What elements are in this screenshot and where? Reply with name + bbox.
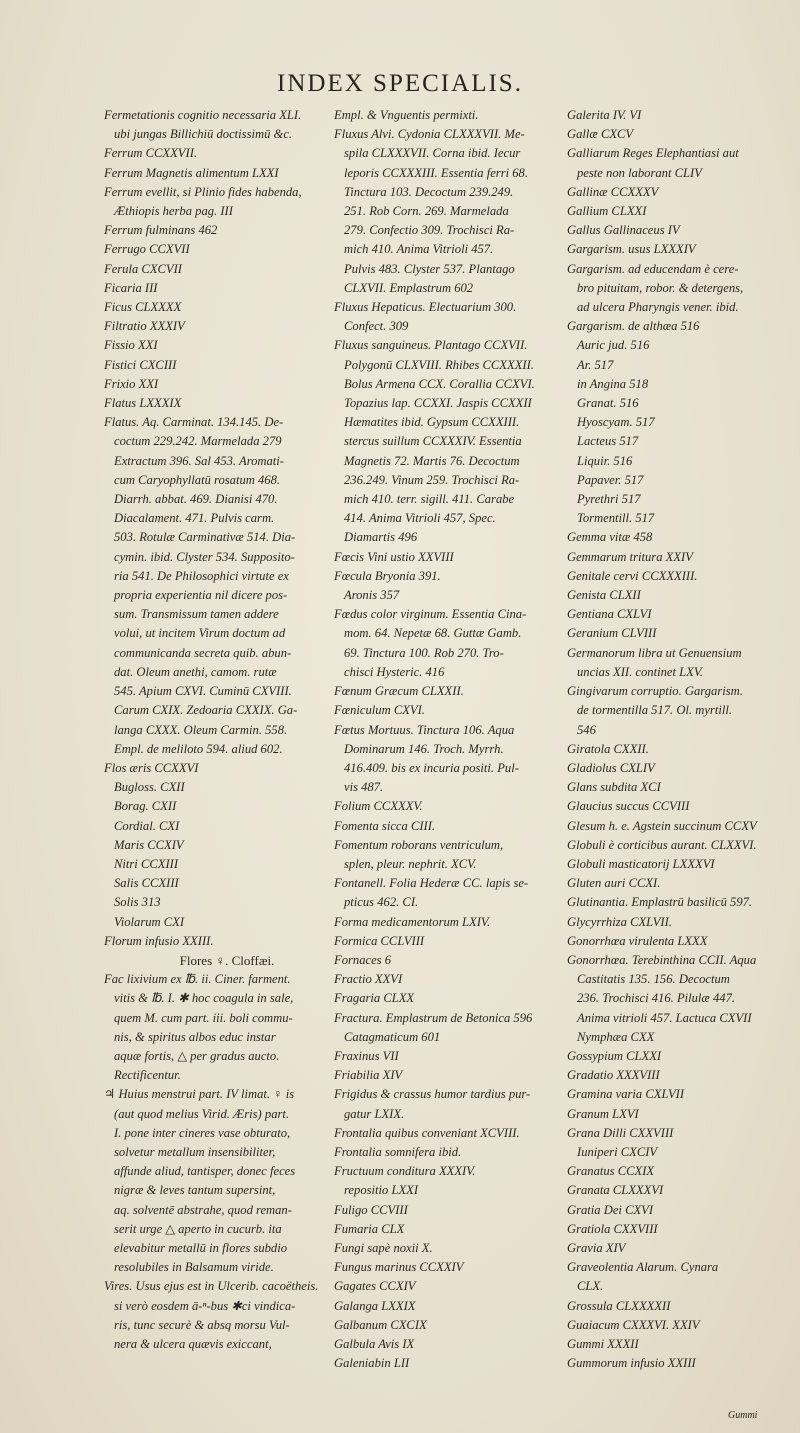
index-entry: gatur LXIX. (344, 1106, 405, 1121)
index-entry: cum Caryophyllatū rosatum 468. (114, 472, 281, 487)
index-entry: Granat. 516 (577, 396, 639, 411)
index-entry: Confect. 309 (344, 319, 409, 334)
index-entry: Catagmaticum 601 (344, 1029, 441, 1044)
index-entry: Fornaces 6 (334, 952, 392, 967)
index-entry: Fluxus Alvi. Cydonia CLXXXVII. Me- (334, 127, 525, 142)
index-entry: Galbula Avis IX (334, 1337, 415, 1351)
index-entry: Friabilia XIV (334, 1068, 403, 1083)
index-entry: 416.409. bis ex incuria positi. Pul- (344, 760, 519, 775)
index-entry: Gratia Dei CXVI (567, 1202, 654, 1217)
index-entry: Fœnum Græcum CLXXII. (334, 684, 464, 699)
index-entry: Geranium CLVIII (567, 626, 657, 641)
index-entry: Gratiola CXXVIII (567, 1221, 658, 1236)
index-entry: Gargarism. de althæa 516 (567, 319, 700, 334)
index-entry: Fœniculum CXVI. (334, 703, 425, 718)
index-entry: Gallium CLXXI (567, 204, 647, 219)
index-entry: 236.249. Vinum 259. Trochisci Ra- (344, 472, 520, 487)
index-entry: Cordial. CXI (114, 818, 180, 833)
index-entry: Papaver. 517 (577, 472, 644, 487)
index-entry: Gossypium CLXXI (567, 1048, 662, 1063)
index-entry: Galerita IV. VI (567, 108, 642, 122)
index-entry: Gallinæ CCXXXV (567, 184, 659, 199)
index-entry: Tormentill. 517 (577, 511, 655, 526)
index-entry: Lacteus 517 (577, 434, 639, 449)
index-entry: Iuniperi CXCIV (577, 1144, 658, 1159)
index-entry: Diamartis 496 (344, 530, 418, 545)
index-entry: Vires. Usus ejus est in Ulcerib. cacoëtheis. (104, 1279, 319, 1294)
index-entry: Fractio XXVI (334, 972, 403, 987)
index-entry: Gargarism. usus LXXXIV (567, 242, 696, 257)
index-entry: Solis 313 (114, 895, 161, 910)
index-entry: Liquir. 516 (577, 453, 633, 468)
index-entry: Ar. 517 (577, 357, 614, 372)
index-entry: ubi jungas Billichiū doctissimū &c. (114, 127, 293, 142)
index-entry: Ficaria III (104, 280, 158, 295)
index-entry: propria experientia nil dicere pos- (114, 588, 288, 603)
index-entry: Gramina varia CXLVII (567, 1087, 685, 1102)
index-entry: Fragaria CLXX (334, 991, 415, 1006)
index-entry: Fomentum roborans ventriculum, (334, 837, 504, 852)
index-entry: bro pituitam, robor. & detergens, (577, 280, 744, 295)
index-entry: Graveolentia Alarum. Cynara (567, 1260, 719, 1275)
index-entry: cymin. ibid. Clyster 534. Supposito- (114, 549, 295, 564)
index-entry: Salis CCXIII (114, 876, 179, 891)
index-entry: Fac lixivium ex ℔. ii. Ciner. farment. (104, 972, 291, 987)
index-entry: Glaucius succus CCVIII (567, 799, 690, 814)
index-entry: Frontalia somnifera ibid. (334, 1144, 462, 1159)
index-entry: Violarum CXI (114, 914, 185, 929)
index-column-1 (104, 106, 326, 1354)
index-entry: Germanorum libra ut Genuensium (567, 645, 742, 660)
index-entry: Frixio XXI (104, 376, 159, 391)
index-entry: Gonorrhœa. Terebinthina CCII. Aqua (567, 952, 757, 967)
index-entry: Anima vitrioli 457. Lactuca CXVII (577, 1010, 752, 1025)
index-entry: Fluxus Hepaticus. Electuarium 300. (334, 300, 517, 315)
index-entry: Galanga LXXIX (334, 1298, 416, 1313)
index-entry: chisci Hysteric. 416 (344, 664, 445, 679)
index-entry: Magnetis 72. Martis 76. Decoctum (344, 453, 520, 468)
index-entry: Extractum 396. Sal 453. Aromati- (114, 453, 285, 468)
index-entry: Fractura. Emplastrum de Betonica 596 (334, 1010, 533, 1025)
index-entry: Ferrum evellit, si Plinio fides habenda, (104, 184, 302, 199)
index-entry: 503. Rotulæ Carminativæ 514. Dia- (114, 530, 296, 545)
index-entry: Fissio XXI (104, 338, 158, 353)
index-entry: Galliarum Reges Elephantiasi aut (567, 146, 739, 161)
index-entry: Pulvis 483. Clyster 537. Plantago (344, 261, 515, 276)
index-entry: Giratola CXXII. (567, 741, 649, 756)
index-entry: Grossula CLXXXXII (567, 1298, 671, 1313)
index-entry: Gallæ CXCV (567, 127, 634, 142)
catchword: Gummi (728, 1410, 758, 1421)
index-entry: Topazius lap. CCXXI. Jaspis CCXXII (344, 396, 532, 411)
index-entry: Folium CCXXXV. (334, 799, 423, 814)
index-entry: solvetur metallum insensibiliter, (114, 1144, 276, 1159)
index-entry: Fontanell. Folia Hederæ CC. lapis se- (334, 876, 529, 891)
index-entry: Fœtus Mortuus. Tinctura 106. Aqua (334, 722, 515, 737)
index-entry: leporis CCXXXIII. Essentia ferri 68. (344, 165, 528, 180)
index-entry: Glesum h. e. Agstein succinum CCXV (567, 818, 757, 833)
index-entry: mich 410. Anima Vitrioli 457. (344, 242, 494, 257)
index-entry: peste non laborant CLIV (577, 165, 702, 180)
index-entry: Gargarism. ad educendam è cere- (567, 261, 739, 276)
index-entry: de tormentilla 517. Ol. myrtill. (577, 703, 732, 718)
index-entry: Genista CLXII (567, 588, 641, 603)
index-entry: resolubiles in Balsamum viride. (114, 1260, 274, 1275)
index-entry: Fœcula Bryonia 391. (334, 568, 441, 583)
index-entry: quem M. cum part. iii. boli commu- (114, 1010, 293, 1025)
index-entry: affunde aliud, tantisper, donec feces (114, 1164, 296, 1179)
index-entry: Fistici CXCIII (104, 357, 177, 372)
index-entry: Nitri CCXIII (114, 856, 179, 871)
index-entry: Fluxus sanguineus. Plantago CCXVII. (334, 338, 528, 353)
index-entry: mich 410. terr. sigill. 411. Carabe (344, 492, 515, 507)
index-entry: Fungi sapè noxii X. (334, 1240, 433, 1255)
index-entry: si verò eosdem ā-ⁿ-bus ✱ci vindica- (114, 1298, 296, 1313)
index-entry: Gallus Gallinaceus IV (567, 223, 680, 238)
index-entry: Filtratio XXXIV (104, 319, 185, 334)
index-entry: nis, & spiritus albos educ instar (114, 1029, 276, 1044)
index-entry: CLXVII. Emplastrum 602 (344, 280, 474, 295)
index-entry: stercus suillum CCXXXIV. Essentia (344, 434, 522, 449)
index-entry: vitis & ℔. I. ✱ hoc coagula in sale, (114, 991, 294, 1006)
index-entry: Genitale cervi CCXXXIII. (567, 568, 698, 583)
index-entry: CLX. (577, 1279, 604, 1294)
index-entry: Fœcis Vini ustio XXVIII (334, 549, 454, 564)
index-entry: Bolus Armena CCX. Corallia CCXVI. (344, 376, 535, 391)
index-entry: Florum infusio XXIII. (104, 933, 214, 948)
index-entry: Frontalia quibus conveniant XCVIII. (334, 1125, 520, 1140)
index-entry: Ferrum CCXXVII. (104, 146, 198, 161)
index-entry: Flos æris CCXXVI (104, 760, 199, 775)
index-entry: ria 541. De Philosophici virtute ex (114, 568, 289, 583)
index-entry: Flores ♀. Cloffæi. (179, 952, 275, 968)
index-entry: Gentiana CXLVI (567, 607, 652, 622)
index-entry: Gradatio XXXVIII (567, 1068, 660, 1083)
index-entry: Guaiacum CXXXVI. XXIV (567, 1317, 700, 1332)
index-entry: Empl. de meliloto 594. aliud 602. (114, 741, 283, 756)
index-entry: Flatus LXXXIX (104, 396, 182, 411)
index-entry: 545. Apium CXVI. Cuminū CXVIII. (114, 684, 292, 699)
index-entry: communicanda secreta quib. abun- (114, 645, 292, 660)
index-entry: pticus 462. CI. (344, 895, 419, 910)
index-entry: Globuli masticatorij LXXXVI (567, 856, 715, 871)
index-entry: Fuligo CCVIII (334, 1202, 408, 1217)
index-entry: nigræ & leves tantum supersint, (114, 1183, 276, 1198)
index-entry: aq. solventē abstrahe, quod reman- (114, 1202, 292, 1217)
index-entry: Aronis 357 (344, 588, 400, 603)
index-entry: Frigidus & crassus humor tardius pur- (334, 1087, 531, 1102)
index-entry: vis 487. (344, 780, 384, 795)
index-entry: Maris CCXIV (114, 837, 184, 852)
index-entry: ris, tunc securè & absq morsu Vul- (114, 1317, 290, 1332)
index-entry: Gagates CCXIV (334, 1279, 416, 1294)
index-entry: uncias XII. continet LXV. (577, 664, 704, 679)
index-entry: langa CXXX. Oleum Carmin. 558. (114, 722, 288, 737)
index-entry: Granata CLXXXVI (567, 1183, 664, 1198)
index-entry: Pyrethri 517 (577, 492, 641, 507)
index-entry: sum. Transmissum tamen addere (114, 607, 279, 622)
index-entry: Glycyrrhiza CXLVII. (567, 914, 672, 929)
index-entry: ad ulcera Pharyngis vener. ibid. (577, 300, 739, 315)
index-entry: splen, pleur. nephrit. XCV. (344, 856, 477, 871)
index-entry: Fungus marinus CCXXIV (334, 1260, 464, 1275)
index-entry: Globuli è corticibus aurant. CLXXVI. (567, 837, 757, 852)
index-entry: Forma medicamentorum LXIV. (334, 914, 491, 929)
index-entry: Ferula CXCVII (104, 261, 182, 276)
index-entry: Galeniabin LII (334, 1356, 410, 1371)
index-entry: Borag. CXII (114, 799, 177, 814)
index-entry: 69. Tinctura 100. Rob 270. Tro- (344, 645, 504, 660)
index-entry: Formica CCLVIII (334, 933, 425, 948)
index-entry: Castitatis 135. 156. Decoctum (577, 972, 730, 987)
index-entry: Dominarum 146. Troch. Myrrh. (344, 741, 504, 756)
index-entry: Hæmatites ibid. Gypsum CCXXIII. (344, 415, 520, 430)
index-entry: (aut quod melius Virid. Æris) part. (114, 1106, 290, 1121)
index-entry: Glutinantia. Emplastrū basilicū 597. (567, 895, 753, 910)
index-entry: Gummi XXXII (567, 1337, 639, 1351)
index-entry: Ficus CLXXXX (104, 300, 182, 315)
index-entry: 236. Trochisci 416. Pilulæ 447. (577, 991, 736, 1006)
index-entry: spila CLXXXVII. Corna ibid. Iecur (344, 146, 521, 161)
index-entry: Ferrum fulminans 462 (104, 223, 218, 238)
index-entry: 414. Anima Vitrioli 457, Spec. (344, 511, 496, 526)
index-entry: Fraxinus VII (334, 1048, 399, 1063)
index-entry: Glans subdita XCI (567, 780, 661, 795)
index-entry: I. pone inter cineres vase obturato, (114, 1125, 291, 1140)
page-title: INDEX SPECIALIS. (277, 70, 523, 97)
index-entry: coctum 229.242. Marmelada 279 (114, 434, 282, 449)
index-entry: elevabitur metallū in flores subdio (114, 1240, 288, 1255)
index-entry: Tinctura 103. Decoctum 239.249. (344, 184, 514, 199)
index-entry: Auric jud. 516 (577, 338, 650, 353)
index-entry: Granatus CCXIX (567, 1164, 655, 1179)
index-entry: Flatus. Aq. Carminat. 134.145. De- (104, 415, 284, 430)
index-entry: Empl. & Vnguentis permixti. (334, 108, 479, 122)
index-entry: dat. Oleum anethi, camom. rutæ (114, 664, 277, 679)
index-entry: ♃ Huius menstrui part. IV limat. ♀ is (104, 1087, 295, 1102)
index-entry: volui, ut incitem Virum doctum ad (114, 626, 286, 641)
index-column-3 (567, 106, 777, 1373)
index-entry: Polygonū CLXVIII. Rhibes CCXXXII. (344, 357, 534, 372)
index-entry: 251. Rob Corn. 269. Marmelada (344, 204, 509, 219)
index-entry: Gummorum infusio XXIII (567, 1356, 696, 1371)
index-entry: 546 (577, 722, 596, 737)
index-entry: Galbanum CXCIX (334, 1317, 427, 1332)
index-entry: Bugloss. CXII (114, 780, 185, 795)
index-entry: Hyoscyam. 517 (577, 415, 655, 430)
index-entry: Carum CXIX. Zedoaria CXXIX. Ga- (114, 703, 298, 718)
index-entry: Gonorrhœa virulenta LXXX (567, 933, 708, 948)
index-entry: Diarrh. abbat. 469. Dianisi 470. (114, 492, 278, 507)
index-entry: aquæ fortis, △ per gradus aucto. (114, 1048, 280, 1063)
index-entry: Ferrugo CCXVII (104, 242, 190, 257)
index-entry: Granum LXVI (567, 1106, 639, 1121)
index-entry: in Angina 518 (577, 376, 649, 391)
index-entry: Ferrum Magnetis alimentum LXXI (104, 165, 279, 180)
index-entry: Gluten auri CCXI. (567, 876, 661, 891)
index-entry: 279. Confectio 309. Trochisci Ra- (344, 223, 515, 238)
index-entry: Nymphæa CXX (577, 1029, 655, 1044)
index-entry: mom. 64. Nepetæ 68. Guttæ Gamb. (344, 626, 522, 641)
index-entry: Rectificentur. (114, 1068, 181, 1083)
index-entry: Grana Dilli CXXVIII (567, 1125, 674, 1140)
index-entry: Gladiolus CXLIV (567, 760, 655, 775)
index-entry: Fomenta sicca CIII. (334, 818, 436, 833)
index-entry: Gemma vitæ 458 (567, 530, 653, 545)
index-entry: Diacalament. 471. Pulvis carm. (114, 511, 275, 526)
index-entry: Fructuum conditura XXXIV. (334, 1164, 476, 1179)
index-entry: Fermetationis cognitio necessaria XLI. (104, 108, 302, 122)
index-entry: serit urge △ aperto in cucurb. ita (114, 1221, 282, 1236)
index-entry: nera & ulcera quævis exiccant, (114, 1337, 272, 1351)
index-entry: Gravia XIV (567, 1240, 626, 1255)
index-entry: repositio LXXI (344, 1183, 419, 1198)
index-entry: Fumaria CLX (334, 1221, 405, 1236)
index-entry: Gemmarum tritura XXIV (567, 549, 693, 564)
index-column-2 (334, 106, 558, 1373)
index-entry: Æthiopis herba pag. III (114, 204, 233, 219)
index-entry: Gingivarum corruptio. Gargarism. (567, 684, 743, 699)
index-entry: Fœdus color virginum. Essentia Cina- (334, 607, 527, 622)
